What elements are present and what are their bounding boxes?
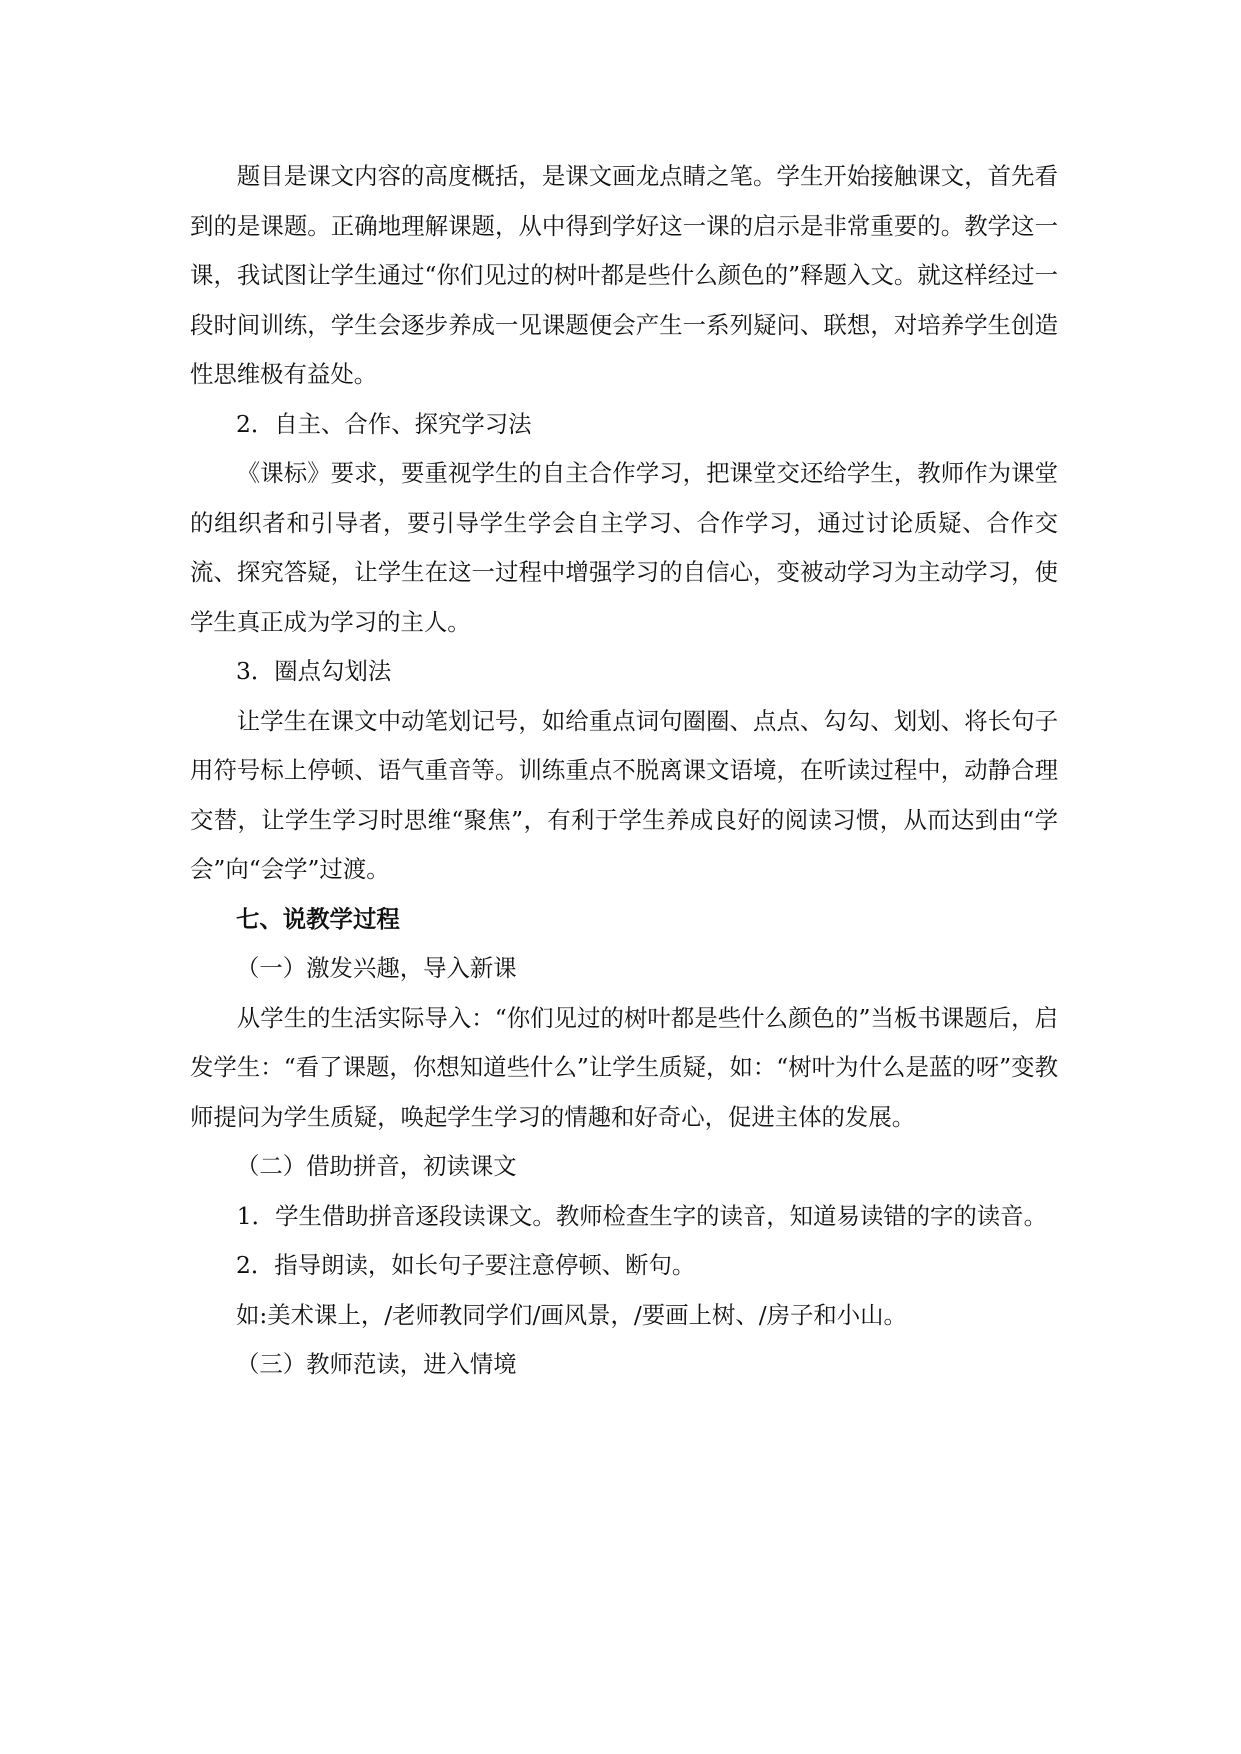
subheading-teacher-reading: （三）教师范读，进入情境 — [236, 1350, 517, 1378]
paragraph-pinyin-step-2: 2．指导朗读，如长句子要注意停顿、断句。 — [236, 1251, 696, 1279]
subheading-stimulate-interest: （一）激发兴趣，导入新课 — [236, 954, 517, 982]
paragraph-marking-method: 让学生在课文中动笔划记号，如给重点词句圈圈、点点、勾勾、划划、将长句子用符号标上停顿、语气重音等。训练重点不脱离课文语境，在听读过程中，动静合理交替，让学生学习时思维“聚焦”，有利于学生养成良好的阅读习惯，从而达到由“学会”向“会学”过渡。 — [190, 706, 1058, 883]
paragraph-example-sentence: 如:美术课上，/老师教同学们/画风景，/要画上树、/房子和小山。 — [236, 1300, 907, 1329]
paragraph-title-explanation: 题目是课文内容的高度概括，是课文画龙点睛之笔。学生开始接触课文，首先看到的是课题。正确地理解课题，从中得到学好这一课的启示是非常重要的。教学这一课，我试图让学生通过“你们见过的树叶都是些什么颜色的”释题入文。就这样经过一段时间训练，学生会逐步养成一见课题便会产生一系列疑问、联想，对培养学生创造性思维极有益处。 — [190, 162, 1058, 388]
paragraph-pinyin-step-1: 1．学生借助拼音逐段读课文。教师检查生字的读音，知道易读错的字的读音。 — [236, 1201, 1047, 1230]
item-marking-method-heading: 3．圈点勾划法 — [236, 657, 392, 685]
subheading-pinyin-reading: （二）借助拼音，初读课文 — [236, 1152, 517, 1180]
item-autonomous-learning-heading: 2．自主、合作、探究学习法 — [236, 409, 532, 438]
paragraph-introduction: 从学生的生活实际导入：“你们见过的树叶都是些什么颜色的”当板书课题后，启发学生：“看了课题，你想知道些什么”让学生质疑，如：“树叶为什么是蓝的呀”变教师提问为学生质疑，唤起学生学习的情趣和好奇心，促进主体的发展。 — [190, 1003, 1058, 1131]
document-page — [190, 152, 1058, 1390]
section-heading-teaching-process: 七、说教学过程 — [236, 904, 400, 933]
paragraph-autonomous-learning: 《课标》要求，要重视学生的自主合作学习，把课堂交还给学生，教师作为课堂的组织者和引导者，要引导学生学会自主学习、合作学习，通过讨论质疑、合作交流、探究答疑，让学生在这一过程中增强学习的自信心，变被动学习为主动学习，使学生真正成为学习的主人。 — [190, 459, 1058, 636]
